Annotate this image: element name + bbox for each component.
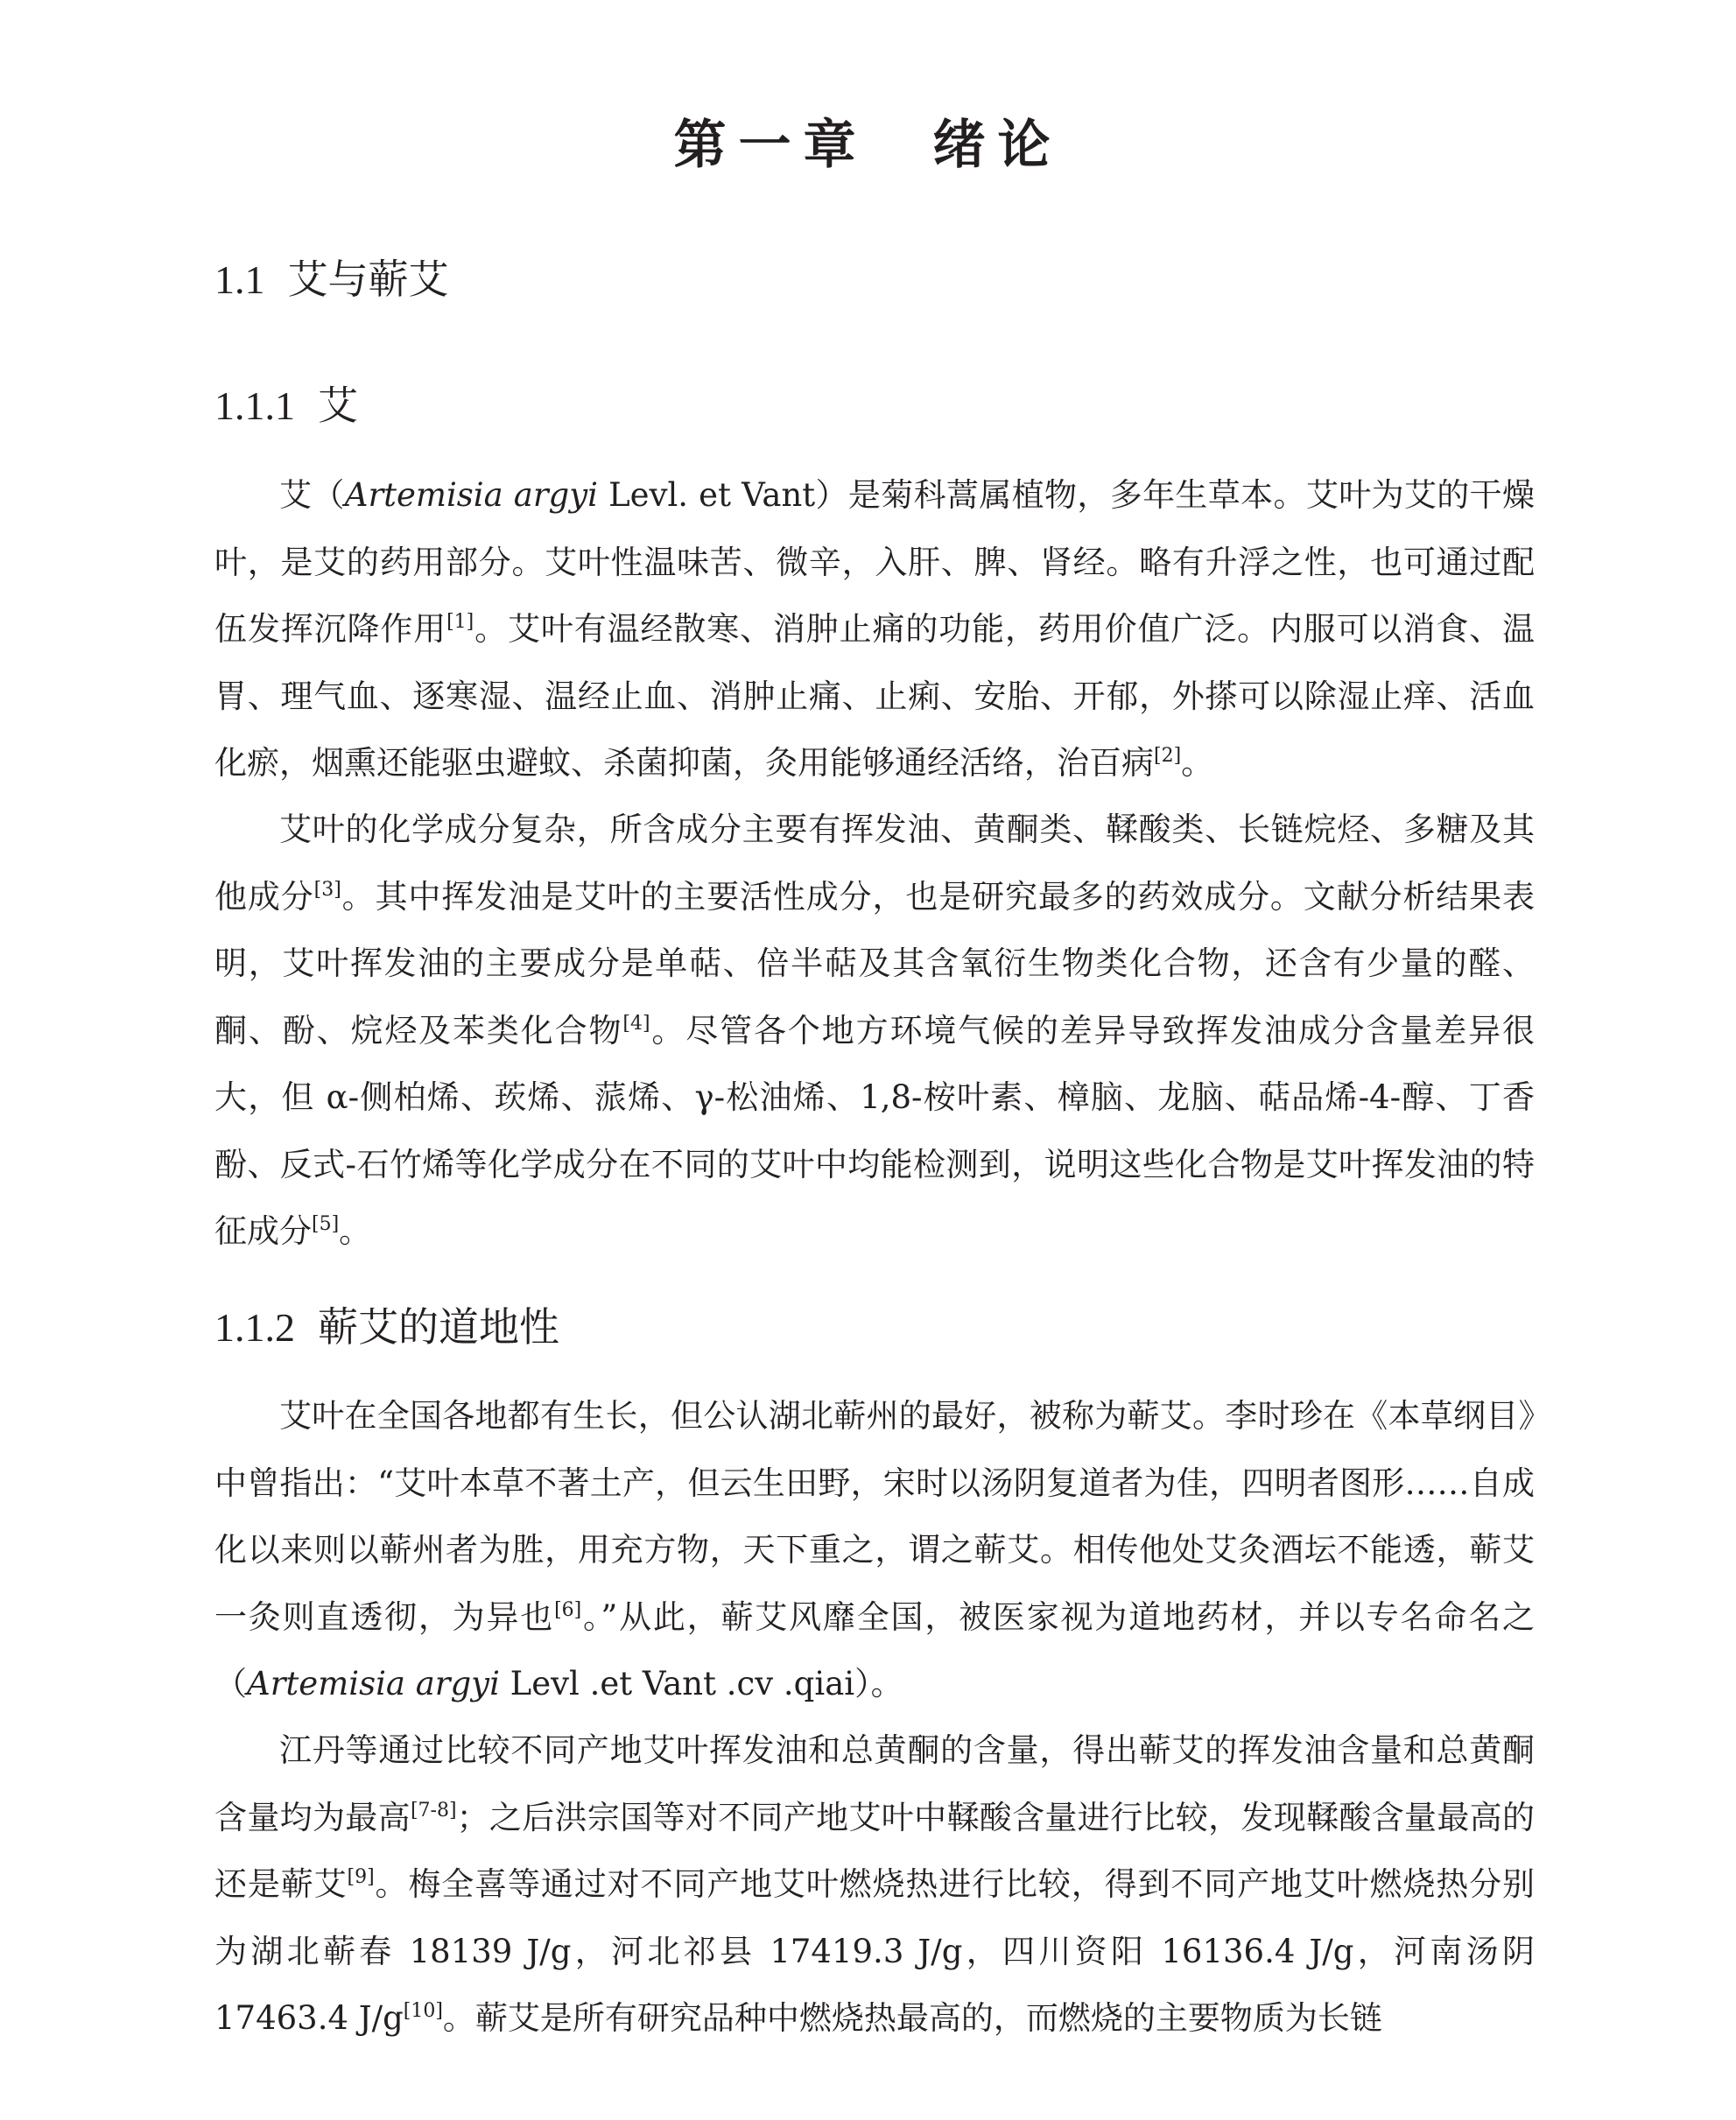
- section-heading-1-1-2: [214, 1295, 559, 1353]
- citation: [5]: [312, 1213, 340, 1235]
- chapter-title: 第一章 绪论: [673, 115, 1063, 176]
- latin-name: Artemisia argyi: [344, 476, 598, 514]
- citation: [9]: [347, 1866, 375, 1888]
- citation: [2]: [1154, 745, 1182, 767]
- text-run: 。尽管各个地方环境气候的差异导致挥发油成分含量差异很大，但 α-侧柏烯、莰烯、蒎烯、γ-松油烯、1,8-桉叶素、樟脑、龙脑、萜品烯-4-醇、丁香酚、反式-石竹烯等化学成分在不同的艾叶中均能检测到，说明这些化合物是艾叶挥发油的特征成分: [214, 1011, 1536, 1250]
- section-title: 蕲艾的道地性: [318, 1303, 559, 1351]
- text-run: 艾叶的化学成分复杂，所含成分主要有挥发油、黄酮类、鞣酸类、长链烷烃、多糖及其他成分: [214, 811, 1535, 916]
- section-title: 艾与蕲艾: [287, 256, 449, 303]
- citation: [4]: [622, 1012, 650, 1035]
- paragraph-1: [214, 462, 1535, 797]
- text-run: 。: [339, 1212, 372, 1250]
- text-run: 艾叶在全国各地都有生长，但公认湖北蕲州的最好，被称为蕲艾。李时珍在《本草纲目》中曾指出：“艾叶本草不著土产，但云生田野，宋时以汤阴复道者为佳，四明者图形……自成化以来则以蕲州者为胜，用充方物，天下重之，谓之蕲艾。相传他处艾灸酒坛不能透，蕲艾一灸则直透彻，为异也: [214, 1397, 1535, 1636]
- text-run: 。梅全喜等通过对不同产地艾叶燃烧热进行比较，得到不同产地艾叶燃烧热分别为湖北蕲春 18139 J/g，河北祁县 17419.3 J/g，四川资阳 16136.4 J/g，河南汤阴 17463.4 J/g: [214, 1865, 1536, 2037]
- citation: [1]: [446, 611, 474, 633]
- section-number: 1.1.1: [214, 383, 295, 428]
- text-run: 。: [1181, 744, 1214, 782]
- paragraph-3: [214, 1383, 1535, 1718]
- section-number: 1.1: [214, 257, 265, 302]
- section-number: 1.1.2: [214, 1305, 295, 1350]
- citation: [7-8]: [410, 1799, 457, 1822]
- text-run: 。其中挥发油是艾叶的主要活性成分，也是研究最多的药效成分。文献分析结果表明，艾叶挥发油的主要成分是单萜、倍半萜及其含氧衍生物类化合物，还含有少量的醛、酮、酚、烷烃及苯类化合物: [214, 877, 1536, 1049]
- text-run: 。蕲艾是所有研究品种中燃烧热最高的，而燃烧的主要物质为长链: [442, 1999, 1382, 2037]
- text-run: Levl. et Vant）是菊科蒿属植物，多年生草本。艾叶为艾的干燥叶，是艾的药用部分。艾叶性温味苦、微辛，入肝、脾、肾经。略有升浮之性，也可通过配伍发挥沉降作用: [214, 476, 1536, 648]
- paragraph-2: [214, 797, 1535, 1266]
- text-run: ；之后洪宗国等对不同产地艾叶中鞣酸含量进行比较，发现鞣酸含量最高的还是蕲艾: [214, 1798, 1536, 1903]
- section-heading-1-1: [214, 248, 449, 305]
- text-run: 江丹等通过比较不同产地艾叶挥发油和总黄酮的含量，得出蕲艾的挥发油含量和总黄酮含量均为最高: [214, 1731, 1535, 1836]
- paragraph-4: [214, 1717, 1535, 2053]
- citation: [3]: [313, 878, 341, 901]
- text-run: Levl .et Vant .cv .qiai）。: [499, 1665, 903, 1702]
- text-run: 。艾叶有温经散寒、消肿止痛的功能，药用价值广泛。内服可以消食、温胃、理气血、逐寒湿、温经止血、消肿止痛、止痢、安胎、开郁，外搽可以除湿止痒、活血化瘀，烟熏还能驱虫避蚊、杀菌抑菌，灸用能够通经活络，治百病: [214, 610, 1536, 782]
- section-title: 艾: [318, 382, 358, 429]
- section-heading-1-1-1: [214, 374, 358, 432]
- citation: [6]: [554, 1598, 582, 1621]
- text-run: 艾（: [279, 476, 345, 514]
- latin-name: Artemisia argyi: [247, 1665, 500, 1702]
- citation: [10]: [403, 2000, 443, 2022]
- text-run: 。”从此，蕲艾风靡全国，被医家视为道地药材，并以专名命名之（: [214, 1597, 1536, 1702]
